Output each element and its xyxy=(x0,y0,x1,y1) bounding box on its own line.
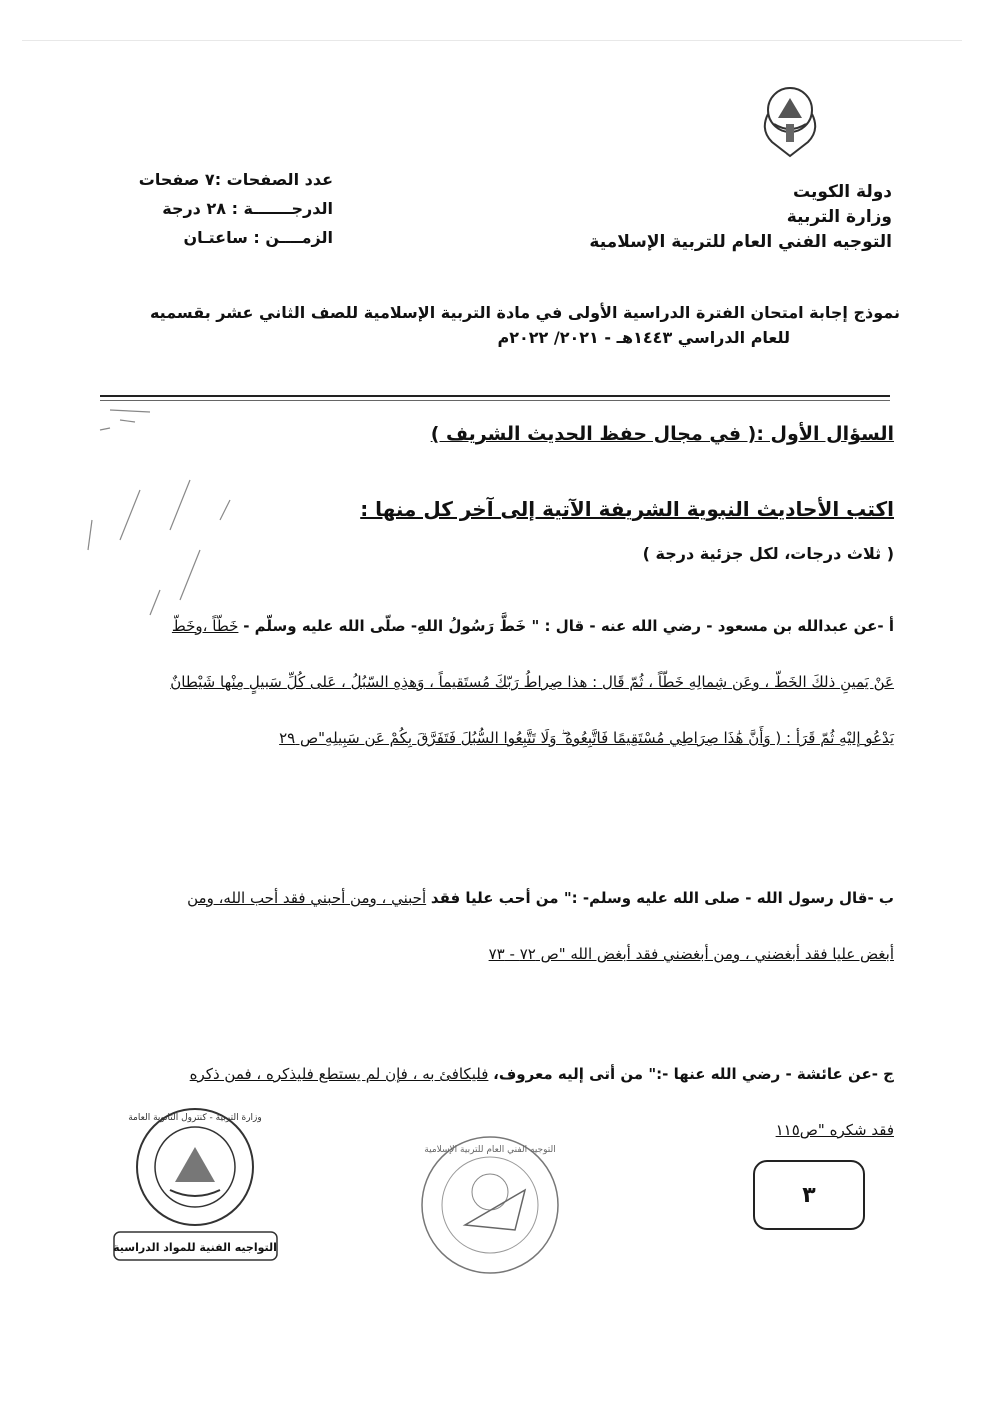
hadith-c-body: فليكافئ به ، فإن لم يستطع فليذكره ، فمن ذكره فقد شكره "ص١١٥ xyxy=(189,1065,894,1139)
question-instruction: اكتب الأحاديث النبوية الشريفة الآتية إلى آخر كل منها : xyxy=(360,497,894,521)
stamp-mid-ring: التوجيه الفني العام للتربية الإسلامية xyxy=(424,1145,556,1155)
exam-meta xyxy=(118,165,333,252)
question-heading: السؤال الأول :( في مجال حفظ الحديث الشريف ) xyxy=(430,423,894,445)
hadith-b-body: أحبني ، ومن أحبني فقد أحب الله، ومن أبغض عليا فقد أبغضني ، ومن أبغضني فقد أبغض الله "ص ٧٢ - ٧٣ xyxy=(187,889,894,963)
exam-title xyxy=(100,300,900,350)
exam-title-line2: للعام الدراسي ١٤٤٣هـ - ٢٠٢١/ ٢٠٢٢م xyxy=(497,328,790,347)
hadith-a-lead: أ -عن عبدالله بن مسعود - رضي الله عنه - قال : " خَطَّ رَسُولُ اللهِ- صلّى الله عليه وسلّم - xyxy=(243,617,894,635)
hadith-item-b xyxy=(164,870,894,982)
organization-block xyxy=(589,180,892,255)
hadith-c-lead: ج -عن عائشة - رضي الله عنها -:" من أتى إليه معروف، xyxy=(493,1065,894,1083)
hadith-item-a xyxy=(164,598,894,766)
hadith-b-lead: ب -قال رسول الله - صلى الله عليه وسلم- :" من أحب عليا فقد xyxy=(430,889,894,907)
hadith-a-body: خَطّاً ،وخَطّ عَنْ يَمينِ ذلكَ الخَطّ ، وعَن شِمالِهِ خَطّاً ، ثُمّ قَال : هذا صِراطُ رَبّكَ مُستَقيماً ، وَهذِهِ السّبُلُ ، عَلى كُلِّ سَبيلٍ مِنْها شَيْطانٌ يَدْعُو إليْهِ ثُمّ قَرَأ : ( وَأَنَّ هَٰذَا صِرَاطِي مُسْتَقِيمًا فَاتَّبِعُوهُ ۖ وَلَا تَتَّبِعُوا السُّبُلَ فَتَفَرَّقَ بِكُمْ عَن سَبِيلِهِ"ص ٢٩ xyxy=(170,617,894,747)
separator-line xyxy=(100,395,890,397)
org-line-department: التوجيه الفني العام للتربية الإسلامية xyxy=(589,232,892,252)
question-grading: ( ثلاث درجات، لكل جزئية درجة ) xyxy=(642,544,894,563)
control-stamp-icon xyxy=(108,1102,283,1267)
stamp-left-ring: وزارة التربية - كنترول الثانوية العامة xyxy=(128,1113,262,1123)
pencil-marks xyxy=(80,400,280,630)
page-number: ٣ xyxy=(753,1160,865,1230)
exam-title-line1: نموذج إجابة امتحان الفترة الدراسية الأولى في مادة التربية الإسلامية للصف الثاني عشر بقسميه xyxy=(149,303,900,322)
exam-duration: الزمــــن : ساعتـان xyxy=(183,228,333,247)
org-line-ministry: وزارة التربية xyxy=(786,207,892,227)
kuwait-emblem-icon xyxy=(752,80,828,160)
total-grade: الدرجـــــــة : ٢٨ درجة xyxy=(162,199,333,218)
pages-count: عدد الصفحات :٧ صفحات xyxy=(138,170,333,189)
stamp-left-label: التواجيه الفنية للمواد الدراسية xyxy=(113,1241,277,1254)
department-stamp-icon xyxy=(405,1130,575,1280)
org-line-country: دولة الكويت xyxy=(792,182,892,202)
